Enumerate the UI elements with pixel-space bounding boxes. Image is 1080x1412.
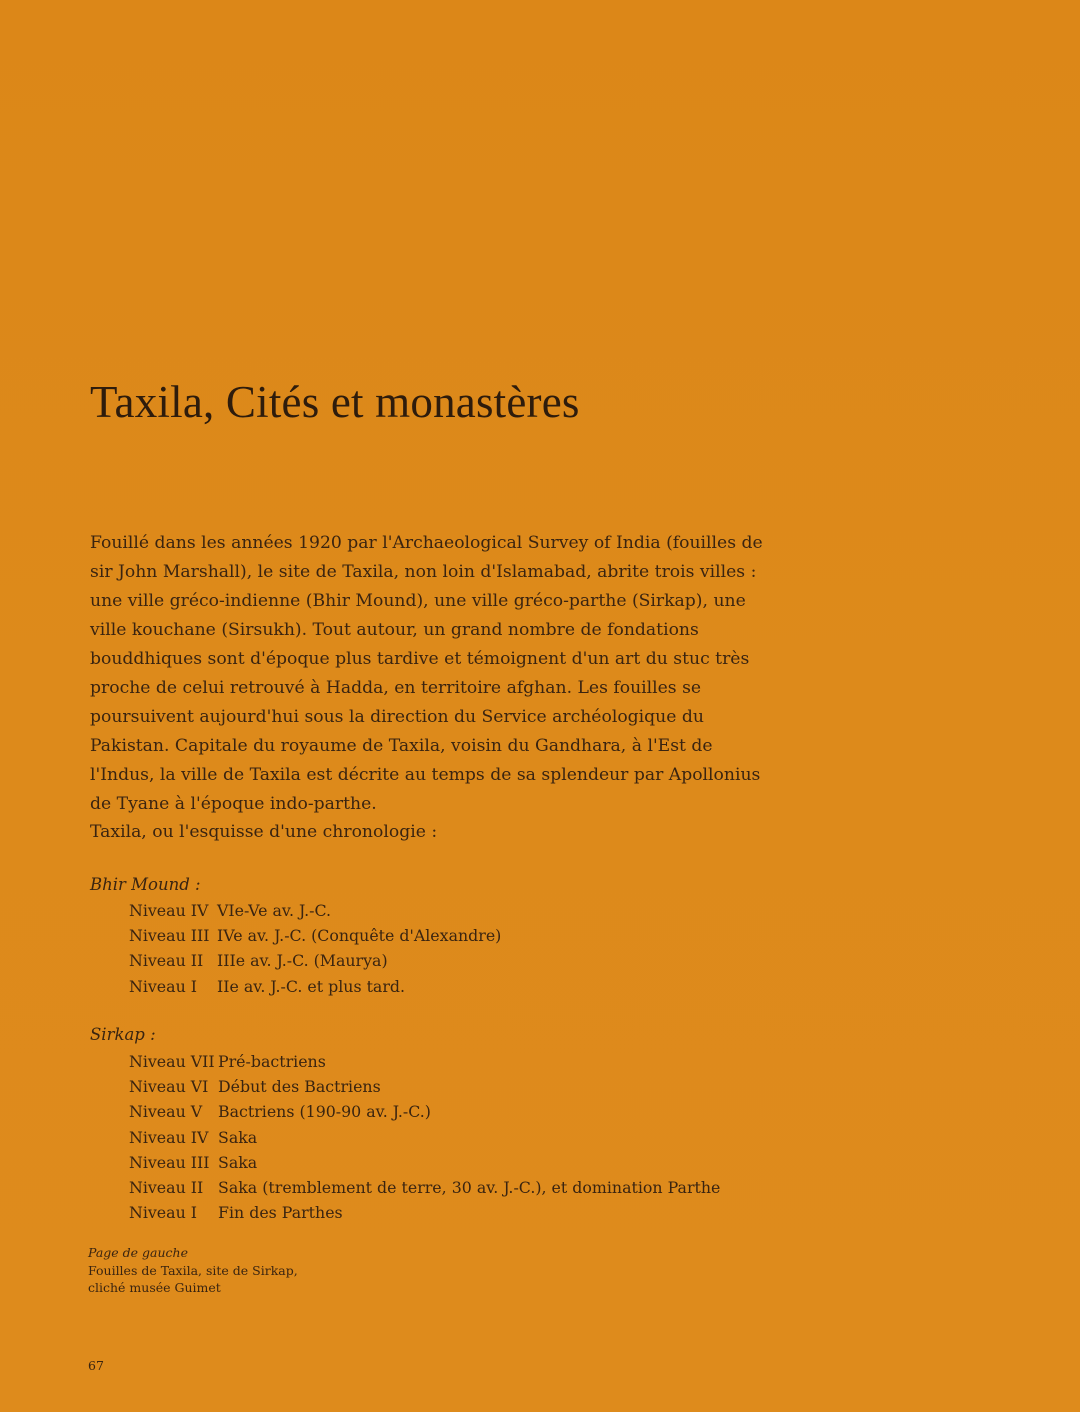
level-row <box>129 1074 720 1099</box>
section-label-bhir-mound: Bhir Mound : <box>90 875 201 894</box>
body-paragraph: Fouillé dans les années 1920 par l'Archaeological Survey of India (fouilles de sir John Marshall), le site de Taxila, non loin d'Islamabad, abrite trois villes : une ville gréco-indienne (Bhir Mound), une ville gréco-parthe (Sirkap), une ville kouchane (Sirsukh). Tout autour, un grand nombre de fondations bouddhiques sont d'époque plus tardive et témoignent d'un art du stuc très proche de celui retrouvé à Hadda, en territoire afghan. Les fouilles se poursuivent aujourd'hui sous la direction du Service archéologique du Pakistan. Capitale du royaume de Taxila, voisin du Gandhara, à l'Est de l'Indus, la ville de Taxila est décrite au temps de sa splendeur par Apollonius de Tyane à l'époque indo-parthe. <box>90 533 763 814</box>
bhir-mound-levels <box>129 898 501 999</box>
level-row <box>129 898 501 923</box>
level-name: Niveau III <box>129 1152 210 1172</box>
level-row <box>129 1099 720 1124</box>
level-row <box>129 948 501 973</box>
level-row <box>129 1150 720 1175</box>
level-name: Niveau IV <box>129 901 209 920</box>
level-period: Début des Bactriens <box>218 1077 381 1097</box>
level-row <box>129 923 501 948</box>
caption-line: cliché musée Guimet <box>88 1280 221 1295</box>
sirkap-levels <box>129 1049 720 1225</box>
level-period: IIe av. J.-C. et plus tard. <box>217 976 406 996</box>
level-name: Niveau VI <box>129 1077 209 1097</box>
caption-heading: Page de gauche <box>88 1245 188 1260</box>
level-period: Saka <box>218 1152 258 1172</box>
level-period: Pré-bactriens <box>218 1052 326 1071</box>
level-name: Niveau III <box>129 926 210 946</box>
level-name: Niveau II <box>129 951 204 971</box>
level-row <box>129 1200 720 1225</box>
level-period: Saka (tremblement de terre, 30 av. J.-C.), et domination Parthe <box>218 1177 721 1197</box>
level-row <box>129 1175 720 1200</box>
level-period: Bactriens (190-90 av. J.-C.) <box>218 1102 431 1122</box>
section-label-sirkap: Sirkap : <box>90 1025 156 1044</box>
level-row <box>129 974 501 999</box>
level-name: Niveau I <box>129 1203 198 1223</box>
level-period: Saka <box>218 1127 258 1147</box>
page-number: 67 <box>88 1358 104 1373</box>
level-row <box>129 1049 720 1074</box>
level-name: Niveau II <box>129 1177 204 1197</box>
level-name: Niveau I <box>129 976 198 996</box>
photo-caption <box>88 1244 298 1297</box>
caption-line: Fouilles de Taxila, site de Sirkap, <box>88 1262 298 1278</box>
level-period: Fin des Parthes <box>218 1203 343 1223</box>
level-name: Niveau V <box>129 1102 203 1122</box>
page-title: Taxila, Cités et monastères <box>90 377 580 427</box>
level-row <box>129 1125 720 1150</box>
level-name: Niveau IV <box>129 1127 209 1147</box>
level-period: IVe av. J.-C. (Conquête d'Alexandre) <box>217 926 502 946</box>
chronology-intro: Taxila, ou l'esquisse d'une chronologie : <box>90 822 438 842</box>
level-period: VIe-Ve av. J.-C. <box>217 901 332 920</box>
level-period: IIIe av. J.-C. (Maurya) <box>217 951 388 971</box>
level-name: Niveau VII <box>129 1052 215 1071</box>
